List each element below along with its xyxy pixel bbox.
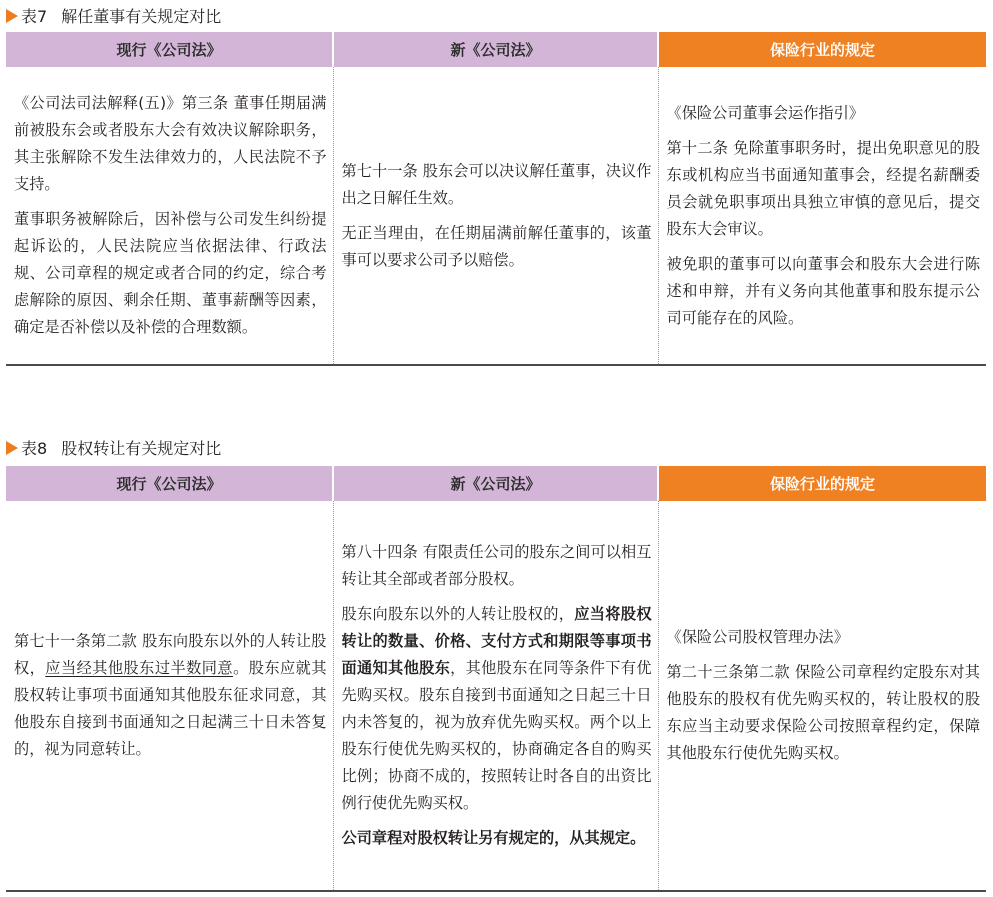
table8-cell-new-law [333,501,658,891]
table8-title [6,436,221,462]
triangle-bullet-icon [6,441,18,455]
paragraph: 第二十三条第二款 保险公司章程约定股东对其他股东的股权有优先购买权的，转让股权的股东应当主动要求保险公司按照章程约定，保障其他股东行使优先购买权。 [666,663,980,762]
text-span: 股东向股东以外的人转让股权的， [341,605,575,623]
table7-header-new-law: 新《公司法》 [333,32,658,67]
table8-cell-current-law [6,501,333,891]
paragraph: 第十二条 免除董事职务时，提出免职意见的股东或机构应当书面通知董事会，经提名薪酬委员会就免职事项出具独立审慎的意见后，提交股东大会审议。 [666,138,980,238]
table8-header-new-law: 新《公司法》 [333,466,658,501]
bold-paragraph: 公司章程对股权转让另有规定的，从其规定。 [341,829,646,847]
paragraph: 第七十一条 股东会可以决议解任董事，决议作出之日解任生效。 [341,161,652,207]
underlined-text: 应当经其他股东过半数同意 [45,659,234,677]
table7-header-insurance: 保险行业的规定 [658,32,986,67]
paragraph: 《保险公司股权管理办法》 [666,628,849,646]
table7-cell-current-law [6,67,333,365]
table7-body-row [6,67,986,365]
table7-header-row [6,32,986,67]
triangle-bullet-icon [6,9,18,23]
table8-cell-insurance [658,501,986,891]
paragraph: 董事职务被解除后，因补偿与公司发生纠纷提起诉讼的，人民法院应当依据法律、行政法规、公司章程的规定或者合同的约定，综合考虑解除的原因、剩余任期、董事薪酬等因素，确定是否补偿以及补偿的合理数额。 [14,210,327,336]
table7-cell-insurance [658,67,986,365]
paragraph: 第八十四条 有限责任公司的股东之间可以相互转让其全部或者部分股权。 [341,543,652,588]
table7-header-current-law: 现行《公司法》 [6,32,333,67]
table8-title-text: 股权转让有关规定对比 [61,439,222,458]
table8-header-insurance: 保险行业的规定 [658,466,986,501]
table8-label: 表8 [21,439,48,458]
text-span: 第七十一条第二款 股东向股东以外的人转让股权， [14,632,327,677]
table8-header-current-law: 现行《公司法》 [6,466,333,501]
paragraph: 无正当理由，在任期届满前解任董事的，该董事可以要求公司予以赔偿。 [341,223,652,269]
table8-body-row [6,501,986,891]
bold-text: 应当将股权转让的数量、价格、支付方式和期限等事项书面通知其他股东 [341,605,652,677]
paragraph: 《公司法司法解释(五)》第三条 董事任期届满前被股东会或者股东大会有效决议解除职务，其主张解除不发生法律效力的，人民法院不予支持。 [14,94,327,193]
table8 [6,466,986,892]
paragraph [14,628,327,763]
text-span: ，其他股东在同等条件下有优先购买权。股东自接到书面通知之日起三十日内未答复的，视为放弃优先购买权。两个以上股东行使优先购买权的，协商确定各自的购买比例；协商不成的，按照转让时各自的出资比例行使优先购买权。 [341,659,652,812]
table8-header-row [6,466,986,501]
paragraph: 被免职的董事可以向董事会和股东大会进行陈述和申辩，并有义务向其他董事和股东提示公司可能存在的风险。 [666,254,980,327]
table7-label: 表7 [21,7,48,26]
table7 [6,32,986,366]
paragraph [342,601,652,817]
table7-title [6,4,221,30]
table7-cell-new-law [333,67,658,365]
table7-title-text: 解任董事有关规定对比 [61,7,222,26]
text-span: 。股东应就其股权转让事项书面通知其他股东征求同意，其他股东自接到书面通知之日起满三十日未答复的，视为同意转让。 [14,659,327,758]
paragraph: 《保险公司董事会运作指引》 [666,103,864,122]
